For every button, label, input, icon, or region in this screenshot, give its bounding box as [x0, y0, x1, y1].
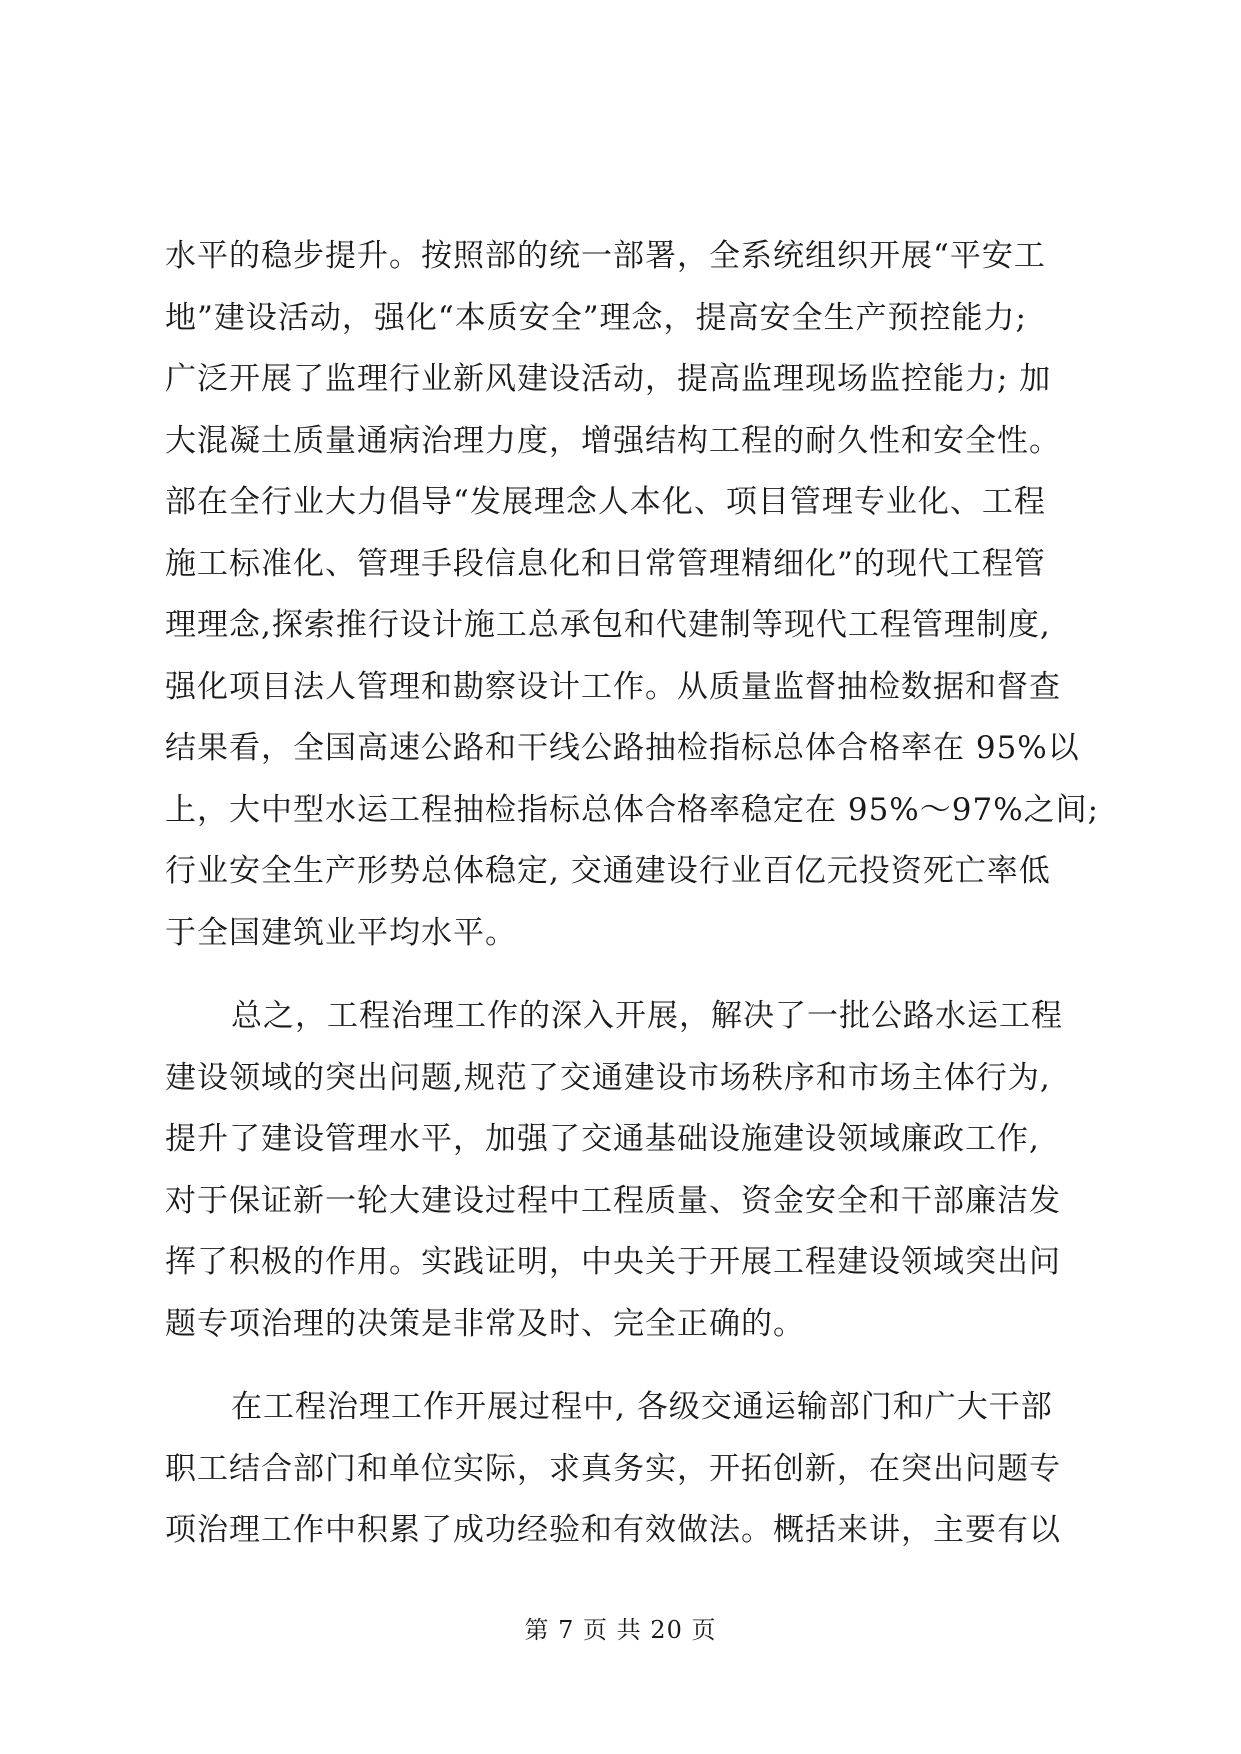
- text-line: 大混凝土质量通病治理力度，增强结构工程的耐久性和安全性。: [165, 422, 1061, 459]
- text-line: 项治理工作中积累了成功经验和有效做法。概括来讲，主要有以: [165, 1512, 1061, 1548]
- text-line: 部在全行业大力倡导“发展理念人本化、项目管理专业化、工程: [165, 484, 1046, 520]
- text-line: 广泛开展了监理行业新风建设活动，提高监理现场监控能力; 加: [165, 361, 1052, 397]
- text-line: 总之，工程治理工作的深入开展，解决了一批公路水运工程: [231, 998, 1063, 1034]
- text-line: 挥了积极的作用。实践证明，中央关于开展工程建设领域突出问: [165, 1244, 1061, 1280]
- text-line: 强化项目法人管理和勘察设计工作。从质量监督抽检数据和督查: [165, 668, 1061, 705]
- text-line: 上，大中型水运工程抽检指标总体合格率稳定在 95%～97%之间;: [165, 791, 1100, 828]
- paragraph-gap: [165, 1355, 1077, 1377]
- text-line: 题专项治理的决策是非常及时、完全正确的。: [165, 1305, 805, 1342]
- text-line: 于全国建筑业平均水平。: [165, 914, 517, 951]
- text-line: 职工结合部门和单位实际，求真务实，开拓创新，在突出问题专: [165, 1450, 1061, 1487]
- paragraph-2: [165, 986, 1077, 1355]
- text-line: 建设领域的突出问题,规范了交通建设市场秩序和市场主体行为,: [165, 1059, 1051, 1096]
- body-text: [165, 226, 1100, 1562]
- text-line: 行业安全生产形势总体稳定, 交通建设行业百亿元投资死亡率低: [165, 853, 1051, 889]
- text-line: 对于保证新一轮大建设过程中工程质量、资金安全和干部廉洁发: [165, 1182, 1061, 1219]
- paragraph-3: [165, 1377, 1077, 1562]
- text-line: 在工程治理工作开展过程中, 各级交通运输部门和广大干部: [231, 1389, 1053, 1425]
- paragraph-1: [165, 226, 1100, 964]
- text-line: 地”建设活动，强化“本质安全”理念，提高安全生产预控能力;: [165, 299, 1027, 336]
- text-line: 施工标准化、管理手段信息化和日常管理精细化”的现代工程管: [165, 545, 1046, 582]
- paragraph-gap: [165, 964, 1077, 986]
- page-number-footer: 第 7 页 共 20 页: [524, 1616, 717, 1644]
- text-line: 理理念,探索推行设计施工总承包和代建制等现代工程管理制度,: [165, 607, 1051, 643]
- text-line: 水平的稳步提升。按照部的统一部署，全系统组织开展“平安工: [165, 238, 1046, 274]
- text-line: 提升了建设管理水平，加强了交通基础设施建设领域廉政工作,: [165, 1121, 1040, 1157]
- text-line: 结果看，全国高速公路和干线公路抽检指标总体合格率在 95%以: [165, 730, 1080, 766]
